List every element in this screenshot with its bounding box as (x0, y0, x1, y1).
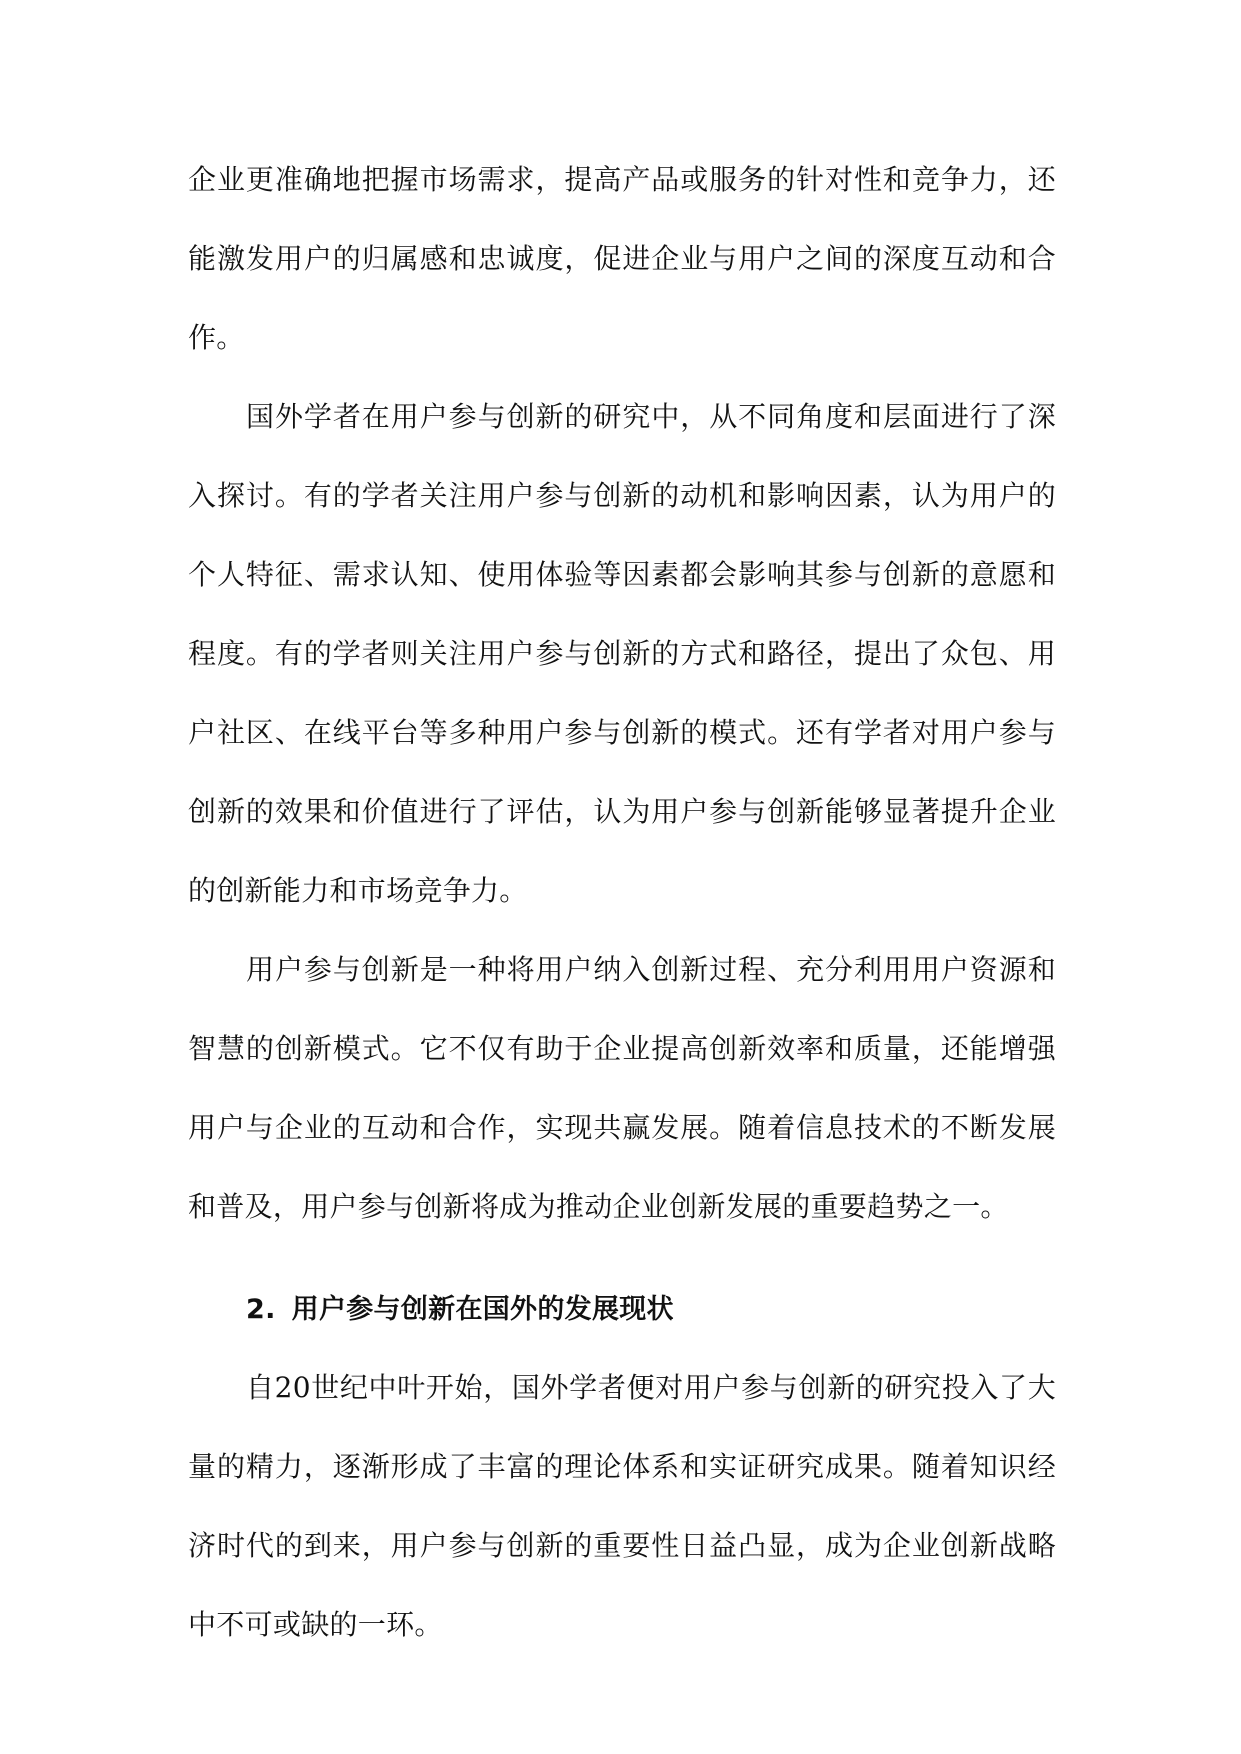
paragraph-continuation: 企业更准确地把握市场需求，提高产品或服务的针对性和竞争力，还能激发用户的归属感和忠诚度，促进企业与用户之间的深度互动和合作。 (188, 163, 1056, 354)
section-title: 用户参与创新在国外的发展现状 (291, 1294, 674, 1325)
paragraph-section-intro: 自20世纪中叶开始，国外学者便对用户参与创新的研究投入了大量的精力，逐渐形成了丰富的理论体系和实证研究成果。随着知识经济时代的到来，用户参与创新的重要性日益凸显，成为企业创新战略中不可或缺的一环。 (188, 1371, 1056, 1641)
paragraph-foreign-research: 国外学者在用户参与创新的研究中，从不同角度和层面进行了深入探讨。有的学者关注用户参与创新的动机和影响因素，认为用户的个人特征、需求认知、使用体验等因素都会影响其参与创新的意愿和程度。有的学者则关注用户参与创新的方式和路径，提出了众包、用户社区、在线平台等多种用户参与创新的模式。还有学者对用户参与创新的效果和价值进行了评估，认为用户参与创新能够显著提升企业的创新能力和市场竞争力。 (188, 400, 1056, 907)
paragraph-summary: 用户参与创新是一种将用户纳入创新过程、充分利用用户资源和智慧的创新模式。它不仅有助于企业提高创新效率和质量，还能增强用户与企业的互动和合作，实现共赢发展。随着信息技术的不断发展和普及，用户参与创新将成为推动企业创新发展的重要趋势之一。 (188, 953, 1056, 1223)
section-heading (188, 1272, 1056, 1348)
document-page (188, 140, 1056, 1664)
section-number: 2. (246, 1294, 276, 1325)
